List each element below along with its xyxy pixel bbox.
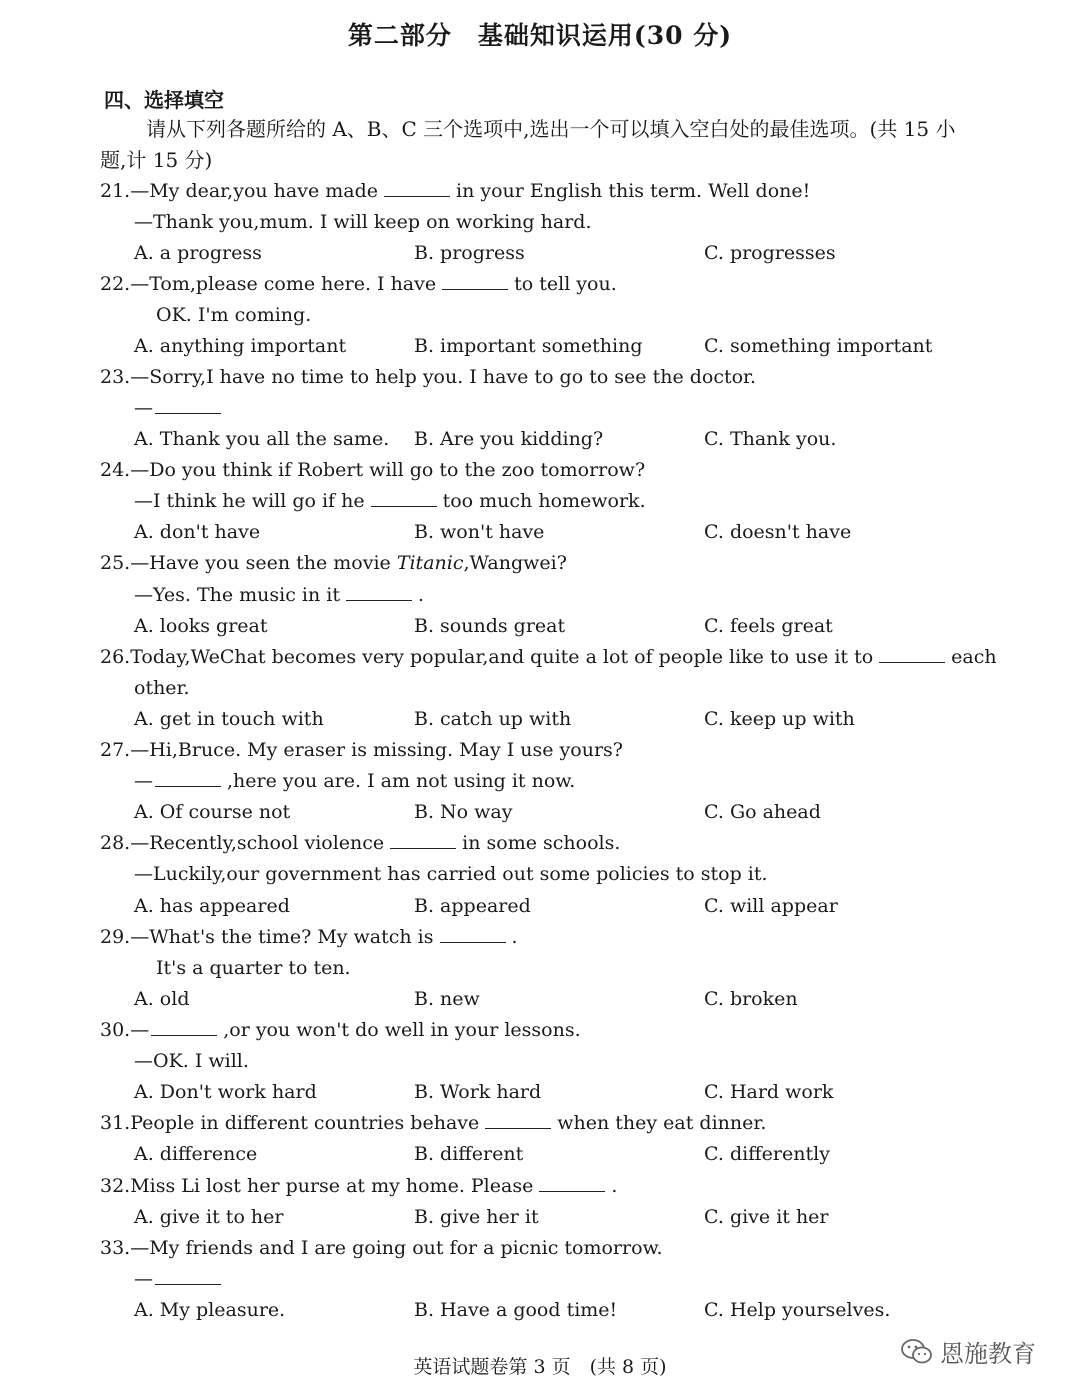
q24-option-a: A. don't have <box>134 521 261 543</box>
q24-option-b: B. won't have <box>414 521 545 543</box>
answer-blank <box>485 1110 551 1129</box>
answer-blank <box>155 768 221 787</box>
answer-blank <box>155 395 221 414</box>
watermark-text: 恩施教育 <box>940 1340 1036 1368</box>
q23-line2: — <box>134 395 227 421</box>
answer-blank <box>151 1017 217 1036</box>
answer-blank <box>442 271 508 290</box>
q32-option-b: B. give her it <box>414 1206 539 1228</box>
movie-title: Titanic <box>396 552 464 574</box>
q30-line1: 30.— ,or you won't do well in your lessons. <box>100 1019 581 1041</box>
q30-option-c: C. Hard work <box>704 1081 834 1103</box>
q32-line1: 32.Miss Li lost her purse at my home. Please . <box>100 1175 618 1197</box>
q26-line1: 26.Today,WeChat becomes very popular,and quite a lot of people like to use it to each <box>100 646 997 668</box>
q23-line1: 23.—Sorry,I have no time to help you. I have to go to see the doctor. <box>100 366 757 388</box>
q21-line2: —Thank you,mum. I will keep on working hard. <box>134 211 592 233</box>
q21-option-a: A. a progress <box>134 242 262 264</box>
q22-option-c: C. something important <box>704 335 933 357</box>
q23-option-b: B. Are you kidding? <box>414 428 604 450</box>
q26-option-c: C. keep up with <box>704 708 855 730</box>
q26-option-b: B. catch up with <box>414 708 572 730</box>
q24-line2: —I think he will go if he too much homework. <box>134 490 646 512</box>
q29-line1: 29.—What's the time? My watch is . <box>100 926 518 948</box>
answer-blank <box>155 1266 221 1285</box>
q31-option-c: C. differently <box>704 1143 830 1165</box>
instructions: 请从下列各题所给的 A、B、C 三个选项中,选出一个可以填入空白处的最佳选项。(共 15 小题,计 15 分) <box>100 117 956 172</box>
q33-line2: — <box>134 1266 227 1292</box>
q24-option-c: C. doesn't have <box>704 521 852 543</box>
q33-option-b: B. Have a good time! <box>414 1299 618 1321</box>
q33-line1: 33.—My friends and I are going out for a picnic tomorrow. <box>100 1237 663 1259</box>
q28-option-a: A. has appeared <box>134 895 290 917</box>
answer-blank <box>371 488 437 507</box>
q22-line2: OK. I'm coming. <box>156 304 312 326</box>
page-title: 第二部分 基础知识运用(30 分) <box>347 21 733 50</box>
q29-option-c: C. broken <box>704 988 798 1010</box>
q27-option-c: C. Go ahead <box>704 801 821 823</box>
q29-option-b: B. new <box>414 988 480 1010</box>
page-footer: 英语试题卷第 3 页 (共 8 页) <box>413 1356 667 1378</box>
q33-option-c: C. Help yourselves. <box>704 1299 891 1321</box>
q21-line1: 21.—My dear,you have made in your English this term. Well done! <box>100 180 811 202</box>
q26-option-a: A. get in touch with <box>134 708 324 730</box>
q25-option-c: C. feels great <box>704 615 833 637</box>
q22-line1: 22.—Tom,please come here. I have to tell you. <box>100 273 617 295</box>
answer-blank <box>390 830 456 849</box>
q30-option-a: A. Don't work hard <box>134 1081 317 1103</box>
q29-option-a: A. old <box>134 988 190 1010</box>
q32-option-c: C. give it her <box>704 1206 829 1228</box>
q27-line2: — ,here you are. I am not using it now. <box>134 770 576 792</box>
q30-line2: —OK. I will. <box>134 1050 249 1072</box>
q31-option-b: B. different <box>414 1143 524 1165</box>
watermark <box>900 1334 1036 1369</box>
answer-blank <box>539 1173 605 1192</box>
q27-line1: 27.—Hi,Bruce. My eraser is missing. May I use yours? <box>100 739 623 761</box>
answer-blank <box>879 644 945 663</box>
q24-line1: 24.—Do you think if Robert will go to the zoo tomorrow? <box>100 459 646 481</box>
answer-blank <box>440 924 506 943</box>
q32-option-a: A. give it to her <box>134 1206 284 1228</box>
q25-option-a: A. looks great <box>134 615 268 637</box>
answer-blank <box>384 178 450 197</box>
q23-option-a: A. Thank you all the same. <box>134 428 390 450</box>
q29-line2: It's a quarter to ten. <box>156 957 351 979</box>
q30-option-b: B. Work hard <box>414 1081 542 1103</box>
answer-blank <box>346 582 412 601</box>
q22-option-a: A. anything important <box>134 335 347 357</box>
wechat-icon <box>900 1338 934 1366</box>
q22-option-b: B. important something <box>414 335 643 357</box>
q28-option-b: B. appeared <box>414 895 531 917</box>
q25-line1: 25.—Have you seen the movie Titanic,Wangwei? <box>100 552 567 574</box>
q33-option-a: A. My pleasure. <box>134 1299 286 1321</box>
q25-line2: —Yes. The music in it . <box>134 584 425 606</box>
q26-line2: other. <box>134 677 190 699</box>
section-heading: 四、选择填空 <box>104 88 224 112</box>
q31-option-a: A. difference <box>134 1143 258 1165</box>
q21-option-b: B. progress <box>414 242 525 264</box>
q23-option-c: C. Thank you. <box>704 428 837 450</box>
q28-option-c: C. will appear <box>704 895 838 917</box>
q27-option-b: B. No way <box>414 801 513 823</box>
q28-line2: —Luckily,our government has carried out some policies to stop it. <box>134 863 768 885</box>
q28-line1: 28.—Recently,school violence in some schools. <box>100 832 621 854</box>
q31-line1: 31.People in different countries behave when they eat dinner. <box>100 1112 767 1134</box>
q25-option-b: B. sounds great <box>414 615 566 637</box>
q27-option-a: A. Of course not <box>134 801 291 823</box>
q21-option-c: C. progresses <box>704 242 836 264</box>
